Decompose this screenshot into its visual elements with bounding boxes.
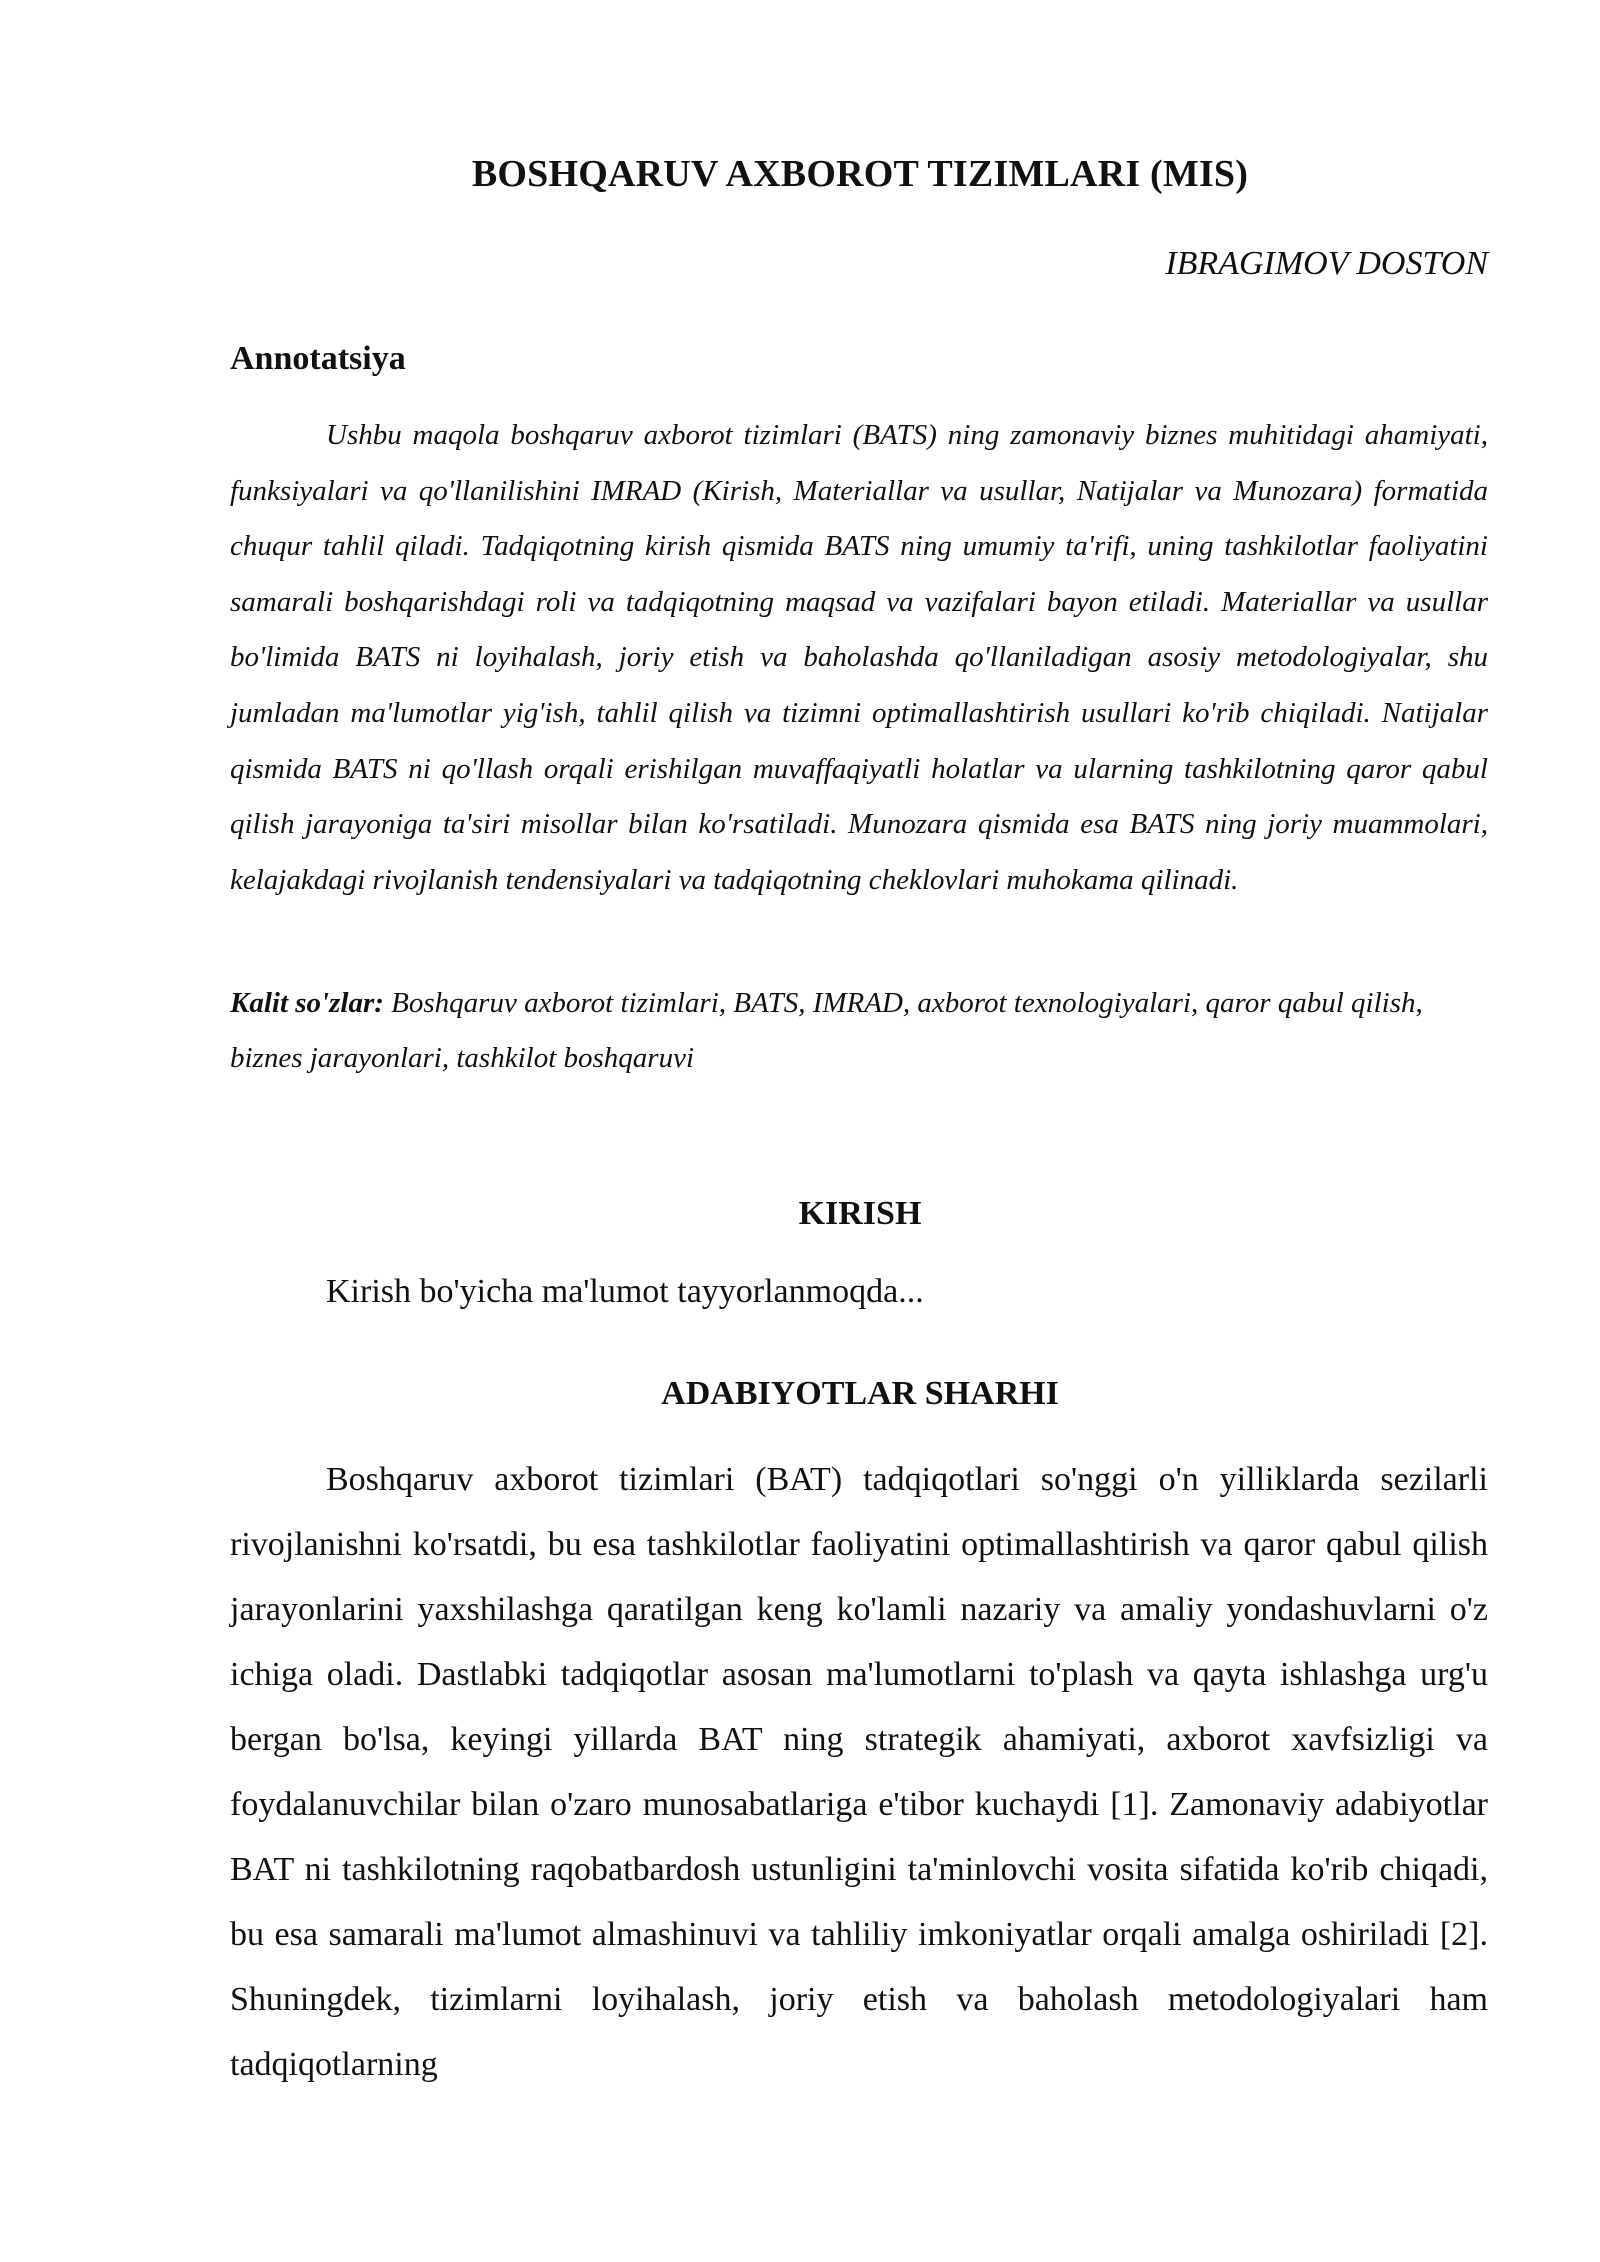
literature-review-paragraph: Boshqaruv axborot tizimlari (BAT) tadqiqotlari so'nggi o'n yilliklarda sezilarli rivojlanishni ko'rsatdi, bu esa tashkilotlar faoliyatini optimallashtirish va qaror qabul qilish jarayonlarini yaxshilashga qaratilgan keng ko'lamli nazariy va amaliy yondashuvlarni o'z ichiga oladi. Dastlabki tadqiqotlar asosan ma'lumotlarni to'plash va qayta ishlashga urg'u bergan bo'lsa, keyingi yillarda BAT ning strategik ahamiyati, axborot xavfsizligi va foydalanuvchilar bilan o'zaro munosabatlariga e'tibor kuchaydi [1]. Zamonaviy adabiyotlar BAT ni tashkilotning raqobatbardosh ustunligini ta'minlovchi vosita sifatida ko'rib chiqadi, bu esa samarali ma'lumot almashinuvi va tahliliy imkoniyatlar orqali amalga oshiriladi [2]. Shuningdek, tizimlarni loyihalash, joriy etish va baholash metodologiyalari ham tadqiqotlarning: [230, 1461, 1488, 2083]
keywords: [230, 976, 1488, 1086]
kirish-paragraph: Kirish bo'yicha ma'lumot tayyorlanmoqda...: [326, 1273, 924, 1310]
keywords-label: Kalit so'zlar:: [230, 987, 384, 1019]
paper-title: BOSHQARUV AXBOROT TIZIMLARI (MIS): [471, 153, 1249, 195]
section-heading-adabiyotlar: ADABIYOTLAR SHARHI: [661, 1375, 1059, 1412]
author-name: IBRAGIMOV DOSTON: [1165, 245, 1488, 282]
section-heading-kirish: KIRISH: [798, 1195, 922, 1232]
abstract-paragraph: Ushbu maqola boshqaruv axborot tizimlari (BATS) ning zamonaviy biznes muhitidagi ahamiyati, funksiyalari va qo'llanilishini IMRAD (Kirish, Materiallar va usullar, Natijalar va Munozara) formatida chuqur tahlil qiladi. Tadqiqotning kirish qismida BATS ning umumiy ta'rifi, uning tashkilotlar faoliyatini samarali boshqarishdagi roli va tadqiqotning maqsad va vazifalari bayon etiladi. Materiallar va usullar bo'limida BATS ni loyihalash, joriy etish va baholashda qo'llaniladigan asosiy metodologiyalar, shu jumladan ma'lumotlar yig'ish, tahlil qilish va tizimni optimallashtirish usullari ko'rib chiqiladi. Natijalar qismida BATS ni qo'llash orqali erishilgan muvaffaqiyatli holatlar va ularning tashkilotning qaror qabul qilish jarayoniga ta'siri misollar bilan ko'rsatiladi. Munozara qismida esa BATS ning joriy muammolari, kelajakdagi rivojlanish tendensiyalari va tadqiqotning cheklovlari muhokama qilinadi.: [230, 419, 1488, 896]
keywords-text: Boshqaruv axborot tizimlari, BATS, IMRAD, axborot texnologiyalari, qaror qabul qilish, biznes jarayonlari, tashkilot boshqaruvi: [230, 987, 1423, 1074]
annotation-heading: Annotatsiya: [230, 340, 406, 377]
